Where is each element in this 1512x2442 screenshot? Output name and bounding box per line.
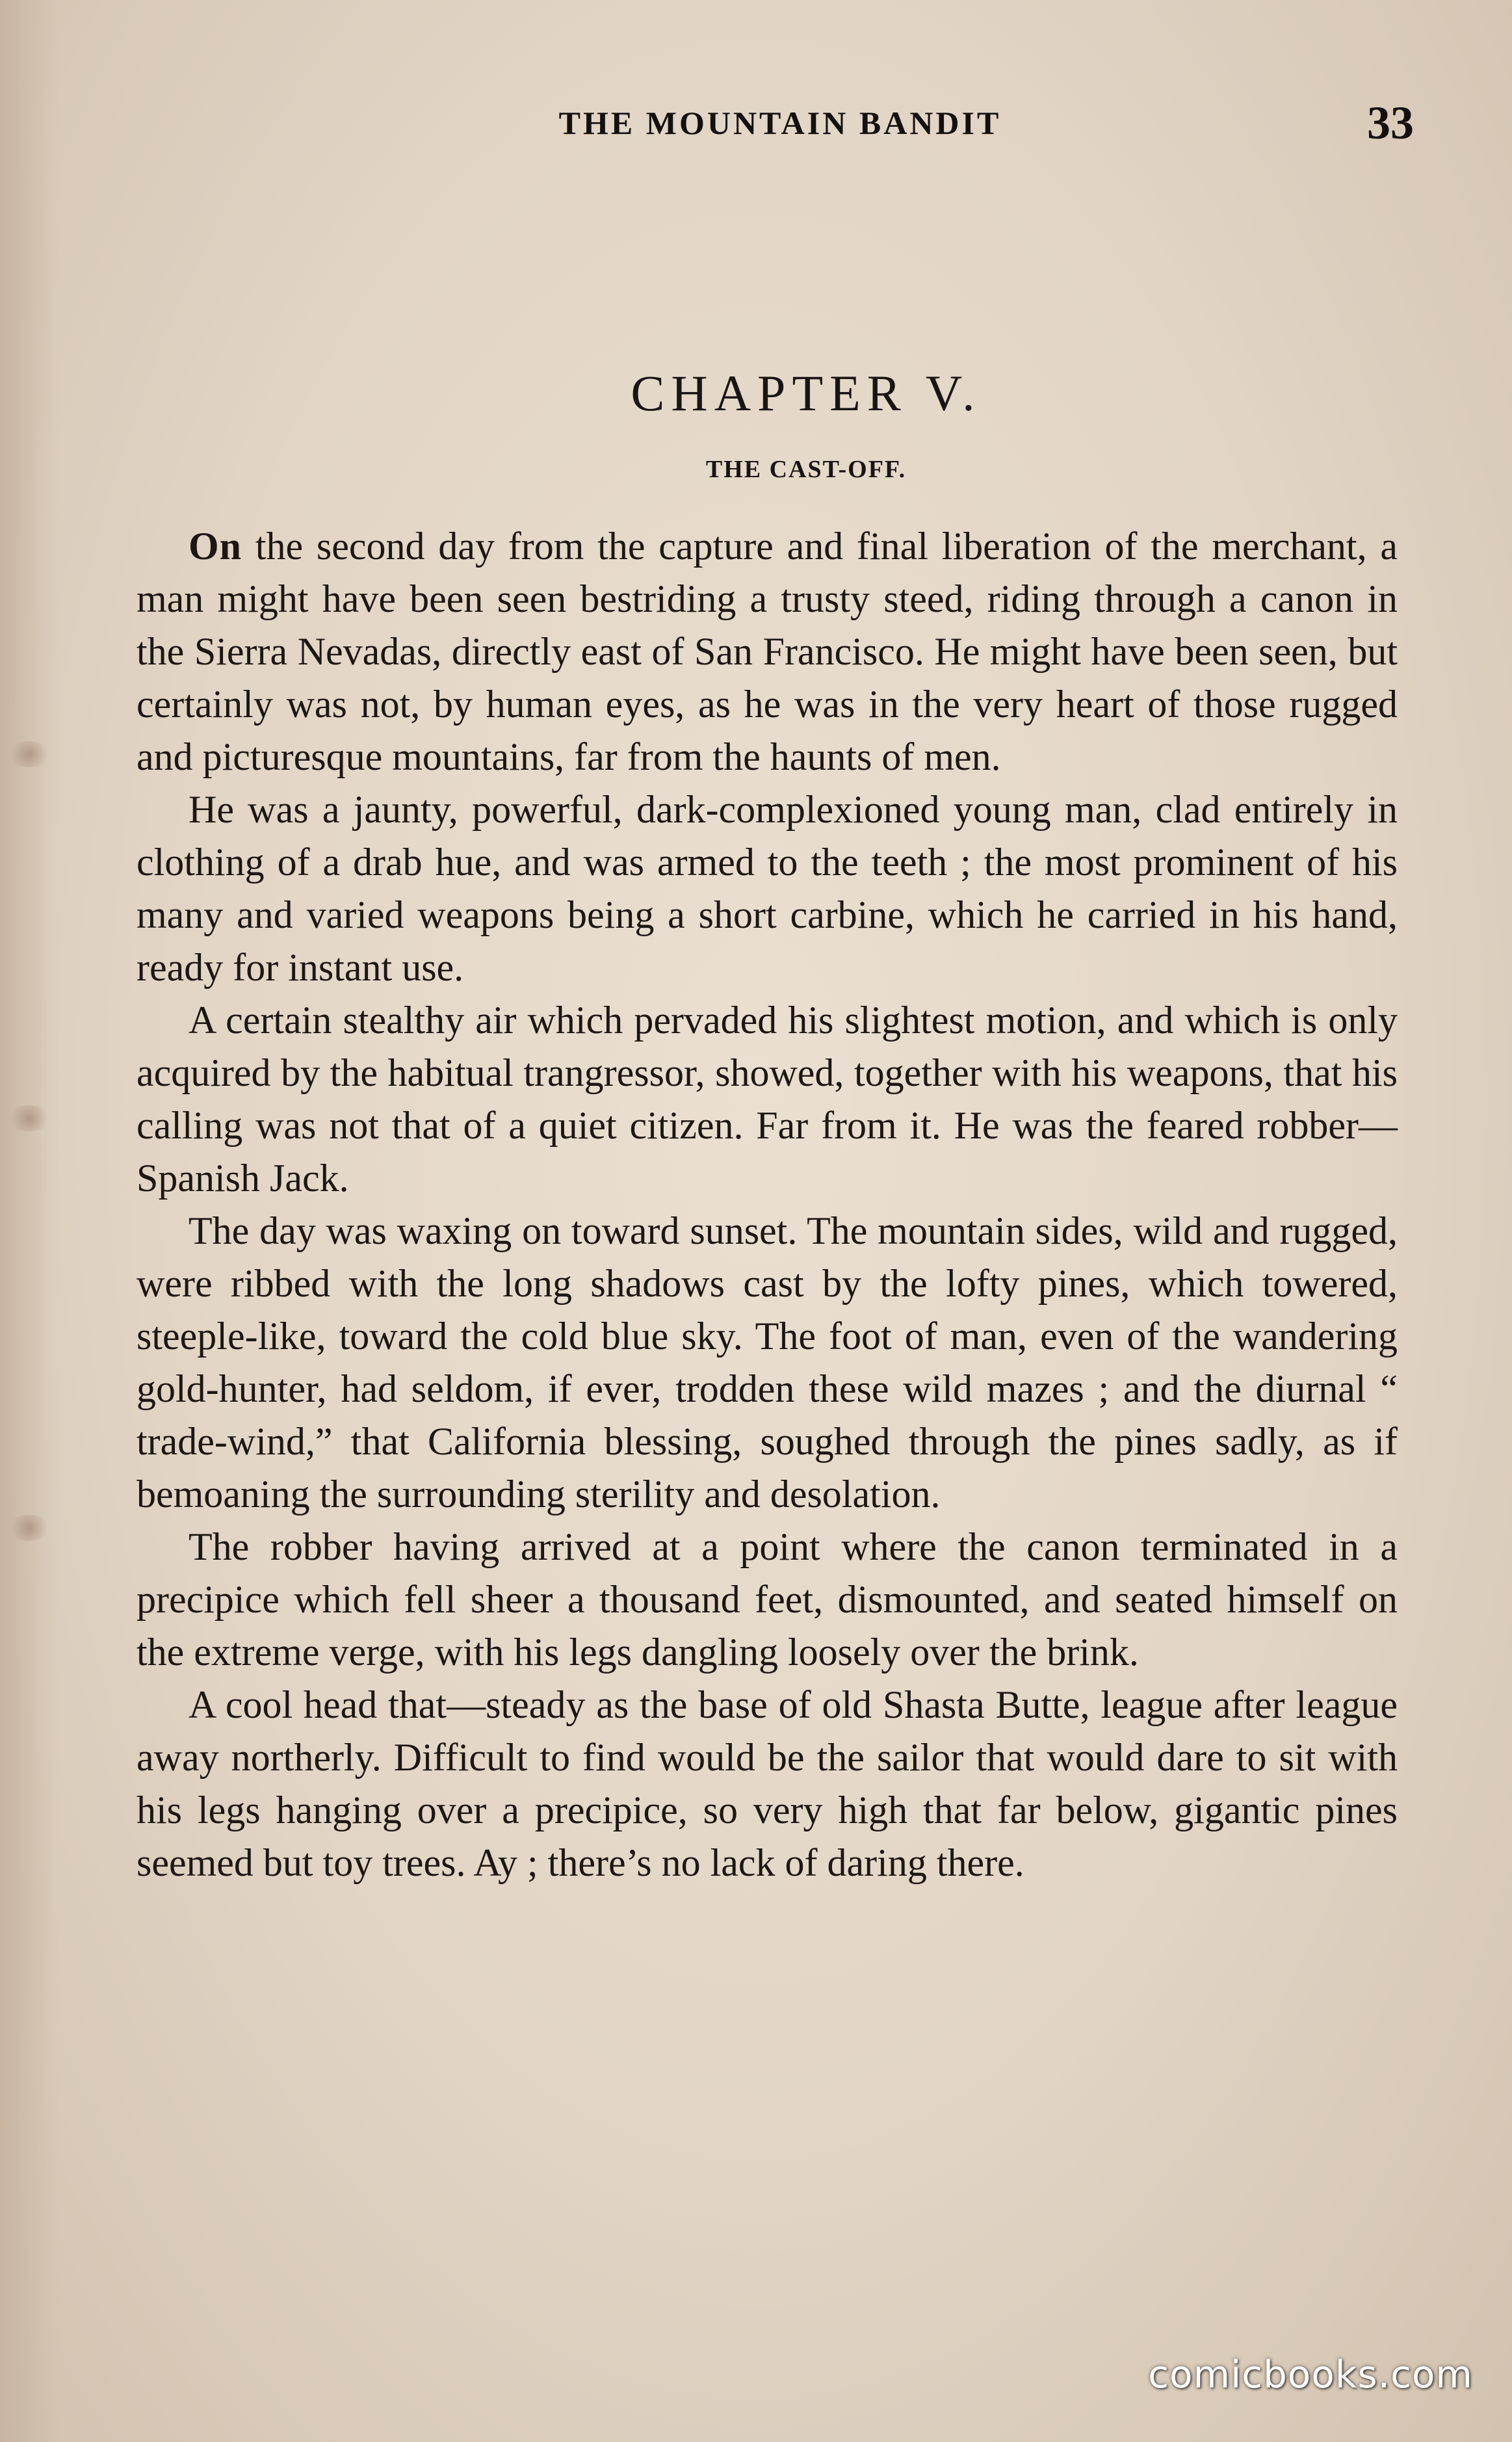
- paragraph: A certain stealthy air which pervaded his slightest motion, and which is only acquired by the habitual trangressor, showed, together with his weapons, that his calling was not that of a quiet citizen. Far from it. He was the feared robber—Spanish Jack.: [137, 999, 1398, 1200]
- body-text: [137, 520, 1398, 1889]
- paragraph-lead: On: [189, 525, 242, 568]
- paragraph: [137, 520, 1398, 783]
- watermark: comicbooks.com: [1148, 2352, 1473, 2396]
- paragraph: The day was waxing on toward sunset. The mountain sides, wild and rugged, were ribbed with the long shadows cast by the lofty pines, which towered, steeple-like, toward the cold blue sky. The foot of man, even of the wandering gold-hunter, had seldom, if ever, trodden these wild mazes ; and the diurnal “ trade-wind,” that California blessing, soughed through the pines sadly, as if bemoaning the surrounding sterility and desolation.: [137, 1209, 1398, 1516]
- paragraph: A cool head that—steady as the base of old Shasta Butte, league after league away northerly. Difficult to find would be the sailor that would dare to sit with his legs hanging over a precipice, so very high that far below, gigantic pines seemed but toy trees. Ay ; there’s no lack of daring there.: [137, 1683, 1398, 1884]
- page-edge-shadow: [0, 0, 59, 2442]
- chapter-subtitle: THE CAST-OFF.: [705, 456, 907, 483]
- chapter-title: CHAPTER V.: [631, 365, 982, 421]
- paragraph-text: the second day from the capture and final liberation of the merchant, a man might have been seen bestriding a trusty steed, riding through a canon in the Sierra Nevadas, directly east of San Francisco. He might have been seen, but certainly was not, by human eyes, as he was in the very heart of those rugged and picturesque mountains, far from the haunts of men.: [137, 525, 1398, 778]
- page-stain: [7, 1515, 52, 1541]
- paragraph: He was a jaunty, powerful, dark-complexioned young man, clad entirely in clothing of a drab hue, and was armed to the teeth ; the most prominent of his many and varied weapons being a short carbine, which he carried in his hand, ready for instant use.: [137, 788, 1398, 989]
- page-number: 33: [1367, 97, 1414, 149]
- page-stain: [7, 741, 52, 767]
- page-stain: [7, 1105, 52, 1131]
- paragraph: The robber having arrived at a point where the canon terminated in a precipice which fell sheer a thousand feet, dismounted, and seated himself on the extreme verge, with his legs dangling loosely over the brink.: [137, 1525, 1398, 1674]
- running-title: THE MOUNTAIN BANDIT: [558, 105, 1002, 141]
